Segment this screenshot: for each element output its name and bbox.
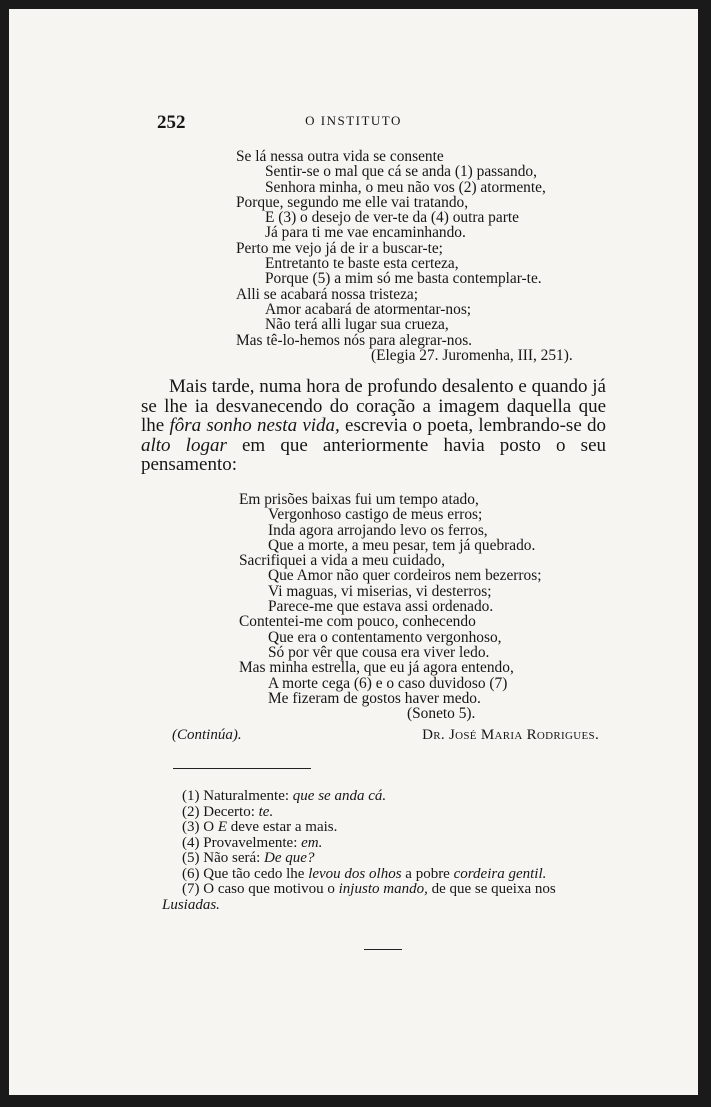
page-number: 252 xyxy=(157,112,186,133)
verse-citation: (Elegia 27. Juromenha, III, 251). xyxy=(371,346,573,364)
text-run: deve estar a mais. xyxy=(227,819,338,835)
footnote xyxy=(162,805,612,821)
book-page xyxy=(9,9,698,1095)
text-run: (4) Provavelmente: xyxy=(182,834,302,851)
footnote xyxy=(162,836,612,852)
text-run: (3) O xyxy=(182,819,218,835)
verse-line: Só por vêr que cousa era viver ledo. xyxy=(268,643,490,661)
text-run: a pobre xyxy=(401,865,454,882)
verse-line: Me fizeram de gostos haver medo. xyxy=(268,689,481,707)
text-run: (1) Naturalmente: xyxy=(182,788,293,804)
verse-line: Amor acabará de atormentar-nos; xyxy=(265,300,472,318)
verse-line: Sentir-se o mal que cá se anda (1) passando, xyxy=(265,163,537,181)
verse-line: Alli se acabará nossa tristeza; xyxy=(236,285,419,303)
verse-line: Mas minha estrella, que eu já agora entendo, xyxy=(239,659,514,677)
text-run: escrevia o poeta, lembrando-se do xyxy=(339,415,606,437)
italic-run: em. xyxy=(301,834,323,851)
article-signoff xyxy=(172,727,599,744)
footnote xyxy=(162,851,612,867)
text-run: (5) Não será: xyxy=(182,850,265,866)
verse-line: Se lá nessa outra vida se consente xyxy=(236,148,444,165)
verse-line: Porque, segundo me elle vai tratando, xyxy=(236,193,469,211)
verse-line: Que era o contentamento vergonhoso, xyxy=(268,628,502,646)
italic-run: Lusiadas. xyxy=(162,896,220,913)
verse-line: A morte cega (6) e o caso duvidoso (7) xyxy=(268,674,508,692)
text-run: (6) Que tão cedo lhe xyxy=(182,865,309,882)
running-title: O INSTITUTO xyxy=(305,113,402,128)
body-paragraph xyxy=(141,377,606,475)
italic-run: cordeira gentil. xyxy=(453,865,547,882)
footnote xyxy=(162,820,612,836)
verse-line: Perto me vejo já de ir a buscar-te; xyxy=(236,239,443,257)
verse-line: Que Amor não quer cordeiros nem bezerros; xyxy=(268,567,542,585)
verse-line: E (3) o desejo de ver-te da (4) outra parte xyxy=(265,209,519,227)
footnotes xyxy=(162,789,612,913)
verse-line: Contentei-me com pouco, conhecendo xyxy=(239,613,476,631)
verse-line: Sacrifiquei a vida a meu cuidado, xyxy=(239,552,445,570)
italic-run: te. xyxy=(258,803,274,820)
verse-line: Vi maguas, vi miserias, vi desterros; xyxy=(268,582,492,600)
verse-line: Parece-me que estava assi ordenado. xyxy=(268,598,494,616)
italic-run: levou dos olhos xyxy=(308,865,402,882)
footnote xyxy=(162,789,612,805)
italic-run: E xyxy=(217,819,227,835)
text-run: (2) Decerto: xyxy=(182,803,259,820)
sonnet-excerpt xyxy=(239,492,542,721)
verse-citation: (Soneto 5). xyxy=(407,705,476,723)
italic-run: alto logar xyxy=(141,434,227,456)
verse-line: Senhora minha, o meu não vos (2) atormente, xyxy=(265,178,546,196)
verse-line: Que a morte, a meu pesar, tem já quebrado. xyxy=(268,536,536,554)
verse-line: Inda agora arrojando levo os ferros, xyxy=(268,521,488,539)
verse-line: Já para ti me vae encaminhando. xyxy=(265,224,466,242)
author-signature: Dr. José Maria Rodrigues. xyxy=(422,727,599,743)
verse-line: Entretanto te baste esta certeza, xyxy=(265,255,459,273)
italic-run: fôra sonho nesta vida, xyxy=(169,415,340,437)
text-run: em que anteriormente havia posto o seu pensamento: xyxy=(141,434,606,476)
verse-line: Mas tê-lo-hemos nós para alegrar-nos. xyxy=(236,331,473,349)
italic-run: De que? xyxy=(264,850,315,866)
verse-line: Vergonhoso castigo de meus erros; xyxy=(268,506,483,524)
italic-run: que se anda cá. xyxy=(292,788,387,804)
verse-line: Em prisões baixas fui um tempo atado, xyxy=(239,491,479,508)
elegy-excerpt xyxy=(236,149,573,363)
text-run: Mais tarde, numa hora de profundo desalento e quando já se lhe ia desvanecendo do coração a imagem daquella que lhe xyxy=(141,376,606,437)
verse-line: Porque (5) a mim só me basta contemplar-te. xyxy=(265,270,542,288)
end-rule xyxy=(364,949,402,950)
footnote xyxy=(162,882,612,913)
continues-note: (Continúa). xyxy=(172,727,242,743)
footnote-separator xyxy=(173,768,311,769)
footnote xyxy=(162,867,612,883)
text-run: de que se queixa nos xyxy=(427,881,556,897)
text-run: (7) O caso que motivou o xyxy=(182,881,339,897)
verse-line: Não terá alli lugar sua crueza, xyxy=(265,316,449,334)
italic-run: injusto mando, xyxy=(338,881,428,897)
